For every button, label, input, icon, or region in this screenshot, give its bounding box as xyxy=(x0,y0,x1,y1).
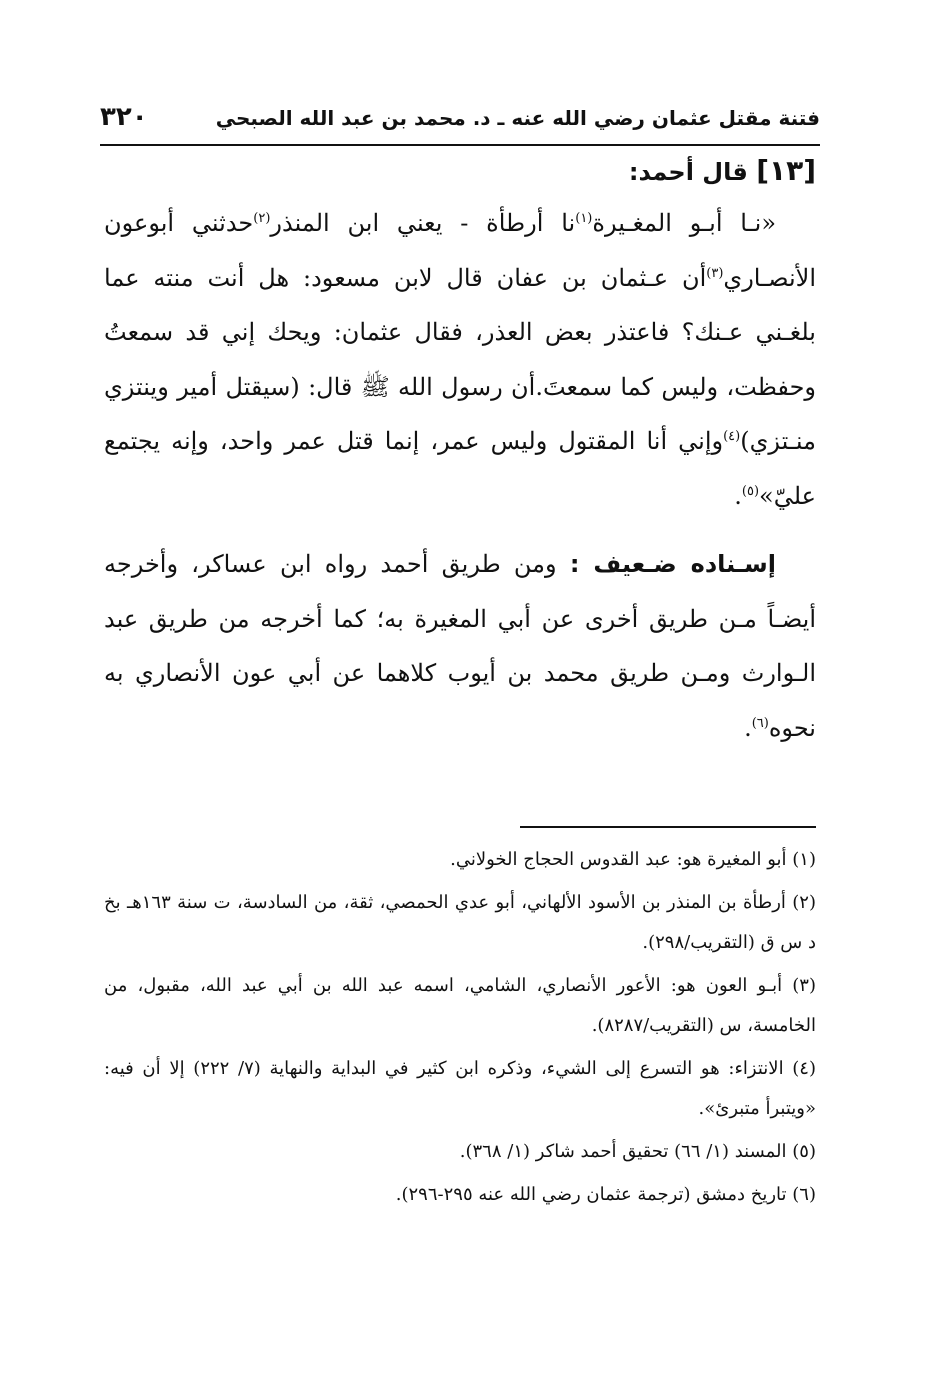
running-title: فتنة مقتل عثمان رضي الله عنه ـ د. محمد بن عبد الله الصبحي xyxy=(215,106,820,130)
footnote-ref-1: (١) xyxy=(575,211,593,226)
hadith-text xyxy=(104,196,816,523)
footnote-ref-2: (٢) xyxy=(253,211,271,226)
section-title: قال أحمد: xyxy=(628,158,748,186)
takhrij-text: ومن طريق أحمد رواه ابن عساكر، وأخرجه أيضـاً مـن طريق أخرى عن أبي المغيرة به؛ كما أخرجه من طريق عبد الـوارث ومـن طريق محمد بن أيوب كلاهما عن أبي عون الأنصاري به نحوه xyxy=(104,550,816,742)
hadith-text-end: . xyxy=(734,481,742,510)
footnote-rule xyxy=(520,826,816,828)
isnad-grade: إسـناده ضـعيف : xyxy=(569,550,777,578)
footnote-ref-5: (٥) xyxy=(741,483,760,499)
hadith-text-part: حدثني أبوعون الأنصـاري xyxy=(104,209,816,292)
footnotes xyxy=(104,840,816,1218)
takhrij-text-end: . xyxy=(744,713,752,742)
footnote-1: (١) أبو المغيرة هو: عبد القدوس الحجاج الخولاني. xyxy=(450,849,816,870)
main-text xyxy=(104,196,816,755)
hadith-text-part: نا أرطأة - يعني ابن المنذر xyxy=(270,209,576,237)
section-number: [١٣] xyxy=(756,154,816,187)
footnote-3: (٣) أبـو العون هو: الأعور الأنصاري، الشامي، اسمه عبد الله بن أبي عبد الله، مقبول، من الخامسة، س (التقريب/٨٢٨٧). xyxy=(104,975,816,1036)
page-number: ٣٢٠ xyxy=(100,102,148,132)
footnote-ref-6: (٦) xyxy=(751,715,769,731)
hadith-text-part: وإني أنا المقتول وليس عمر، إنما قتل عمر واحد، وإنه يجتمع عليّ» xyxy=(104,427,816,510)
footnote-ref-3: (٣) xyxy=(706,265,724,281)
hadith-text-part: «نـا أبـو المغـيرة xyxy=(592,209,777,237)
takhrij-paragraph xyxy=(104,537,816,755)
hadith-text-part: أن عـثمان بن عفان قال لابن مسعود: هل أنت منته عما بلغـني عـنك؟ فاعتذر بعض العذر، فقال عثمان: ويحك إني قد سمعتُ وحفظت، وليس كما سمعتَ.أن رسول الله ﷺ قال: (سيقتل أمير وينتزي منـتزي) xyxy=(104,263,816,455)
footnote-4: (٤) الانتزاء: هو التسرع إلى الشيء، وذكره ابن كثير في البداية والنهاية (٧/ ٢٢٢) إلا أن فيه: «ويتبرأ متبرئ». xyxy=(104,1058,816,1119)
header-rule xyxy=(100,144,820,146)
footnote-2: (٢) أرطأة بن المنذر بن الأسود الألهاني، أبو عدي الحمصي، ثقة، من السادسة، ت سنة ١٦٣هـ بخ د س ق (التقريب/٢٩٨). xyxy=(104,892,816,953)
footnote-5: (٥) المسند (١/ ٦٦) تحقيق أحمد شاكر (١/ ٣٦٨). xyxy=(459,1141,816,1162)
footnote-6: (٦) تاريخ دمشق (ترجمة عثمان رضي الله عنه ٢٩٥-٢٩٦). xyxy=(395,1184,816,1205)
footnote-ref-4: (٤) xyxy=(723,429,741,444)
section-heading xyxy=(629,154,816,187)
running-header xyxy=(100,100,820,142)
